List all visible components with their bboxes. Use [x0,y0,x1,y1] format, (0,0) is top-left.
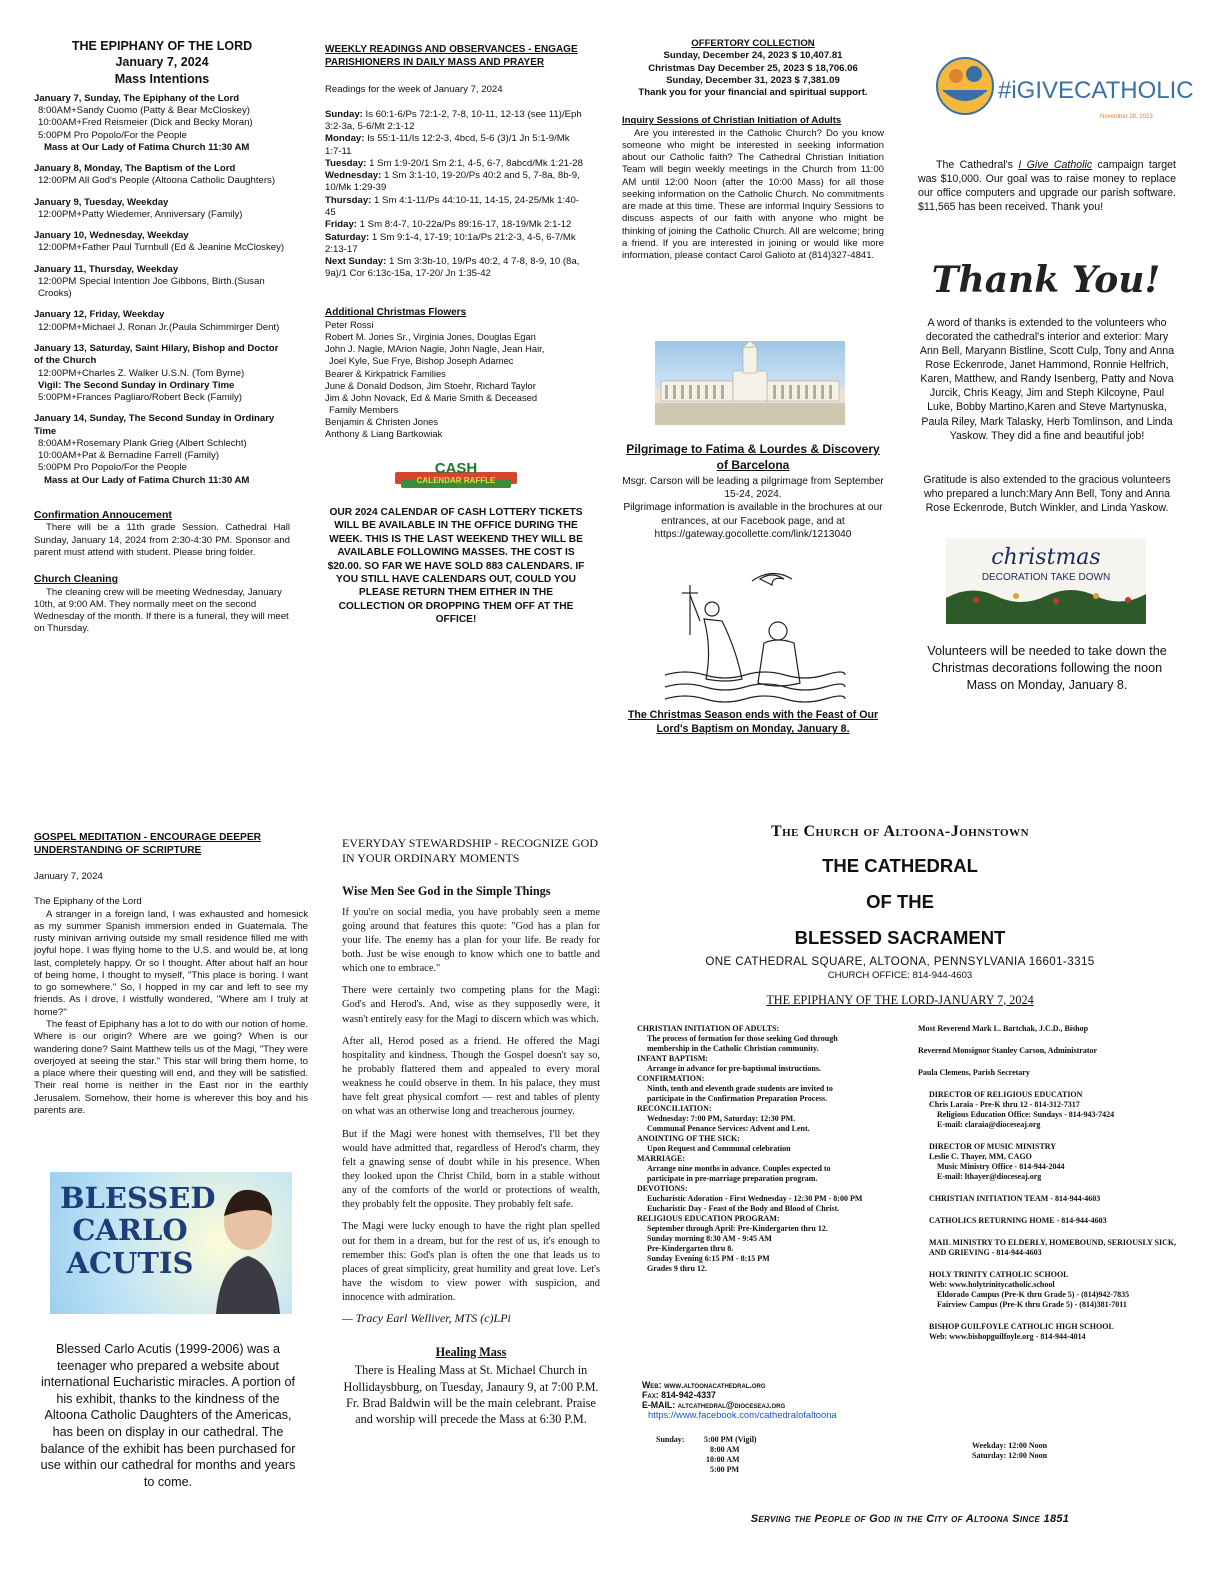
weekday-time: Weekday: 12:00 Noon [972,1441,1048,1450]
intention-block [34,93,290,154]
sacrament-detail: Eucharistic Day - Feast of the Body and Blood of Christ. [647,1204,840,1213]
staff-title: MAIL MINISTRY TO ELDERLY, HOMEBOUND, SERIOUSLY SICK, AND GRIEVING - 814-944-4603 [929,1238,1177,1257]
pilgrimage-link[interactable]: https://gateway.gocollette.com/link/1213040 [654,528,852,540]
offertory-column [622,38,884,263]
reading-line [325,133,587,158]
intention-block [34,343,290,404]
staff-detail: Web: www.bishopguilfoyle.org - 814-944-4014 [929,1332,1086,1341]
intention-heading: January 12, Friday, Weekday [34,309,165,321]
reading-day: Tuesday: [325,157,367,169]
flower-donor: Joel Kyle, Sue Frye, Bishop Joseph Adamec [329,355,514,367]
sunday-label: Sunday: [656,1435,685,1444]
svg-text:christmas: christmas [991,545,1101,570]
reading-text: Is 60:1-6/Ps 72:1-2, 7-8, 10-11, 12-13 (see 11)/Eph 3:2-3a, 5-6/Mt 2:1-12 [325,108,582,133]
carlo-image-line: CARLO [72,1213,188,1248]
flower-donor: John J. Nagle, MArion Nagle, John Nagle, Jean Hair, [325,343,545,355]
pilgrimage-line: Msgr. Carson will be leading a pilgrimage from September 15-24, 2024. [622,476,884,501]
cash-notice: OUR 2024 CALENDAR OF CASH LOTTERY TICKETS WILL BE AVAILABLE IN THE OFFICE DURING THE WEEK. THIS IS THE LAST WEEKEND THEY WILL BE AVAILABLE FOLLOWING MASSES. THE COST IS $20.00. SO FAR WE HAVE SOLD 883 CALENDARS. IF YOU STILL HAVE CALENDARS OUT, COULD YOU PLEASE RETURN THEM EITHER IN THE COLLECTION OR DROPPING THEM OFF AT THE OFFICE! [327,506,585,626]
flowers-list [325,319,587,439]
staff-detail: Fairview Campus (Pre-K thru Grade 5) - (814)381-7011 [937,1300,1127,1309]
intention-line: 12:00PM+Michael J. Ronan Jr.(Paula Schimmirger Dent) [38,321,280,333]
intention-line: 5:00PM+Frances Pagliaro/Robert Beck (Family) [38,392,242,404]
title-line: January 7, 2024 [115,55,209,70]
cleaning-notice [34,573,290,636]
intention-line: 12:00PM+Patty Wiedemer, Anniversary (Family) [38,208,243,220]
healing-heading: Healing Mass [435,1344,507,1359]
office-phone: CHURCH OFFICE: 814-944-4603 [827,970,973,982]
stewardship-heading: EVERYDAY STEWARDSHIP - RECOGNIZE GOD IN YOUR ORDINARY MOMENTS [342,836,599,865]
stewardship-title: Wise Men See God in the Simple Things [342,884,551,898]
sacrament-heading: DEVOTIONS: [637,1184,688,1193]
staff-detail: Web: www.holytrinitycatholic.school [929,1280,1055,1289]
offertory-heading: OFFERTORY COLLECTION [691,38,815,49]
thanks-text: A word of thanks is extended to the volunteers who decorated the cathedral's interior and exterior: Mary Ann Bell, Maryann Bistline, Scott Culp, Tony and Anna Rose Eckenrode, Janet Hammond, Ronnie Helfrich, Karen, Matthew, and Randy Isenberg, Patty and Nova Jurcik, Chris Keagy, Jim and Steph Kilcoyne, Paul Luke, Bobby Martino,Karen and Steve Martynuska, Paula Riley, Mark Talasky, Herb Tomlinson, and Linda Yaskow. They did a fine and beautiful job! [919,317,1175,442]
staff-detail: Music Ministry Office - 814-944-2044 [937,1162,1065,1171]
inquiry-heading: Inquiry Sessions of Christian Initiation of Adults [622,115,842,127]
reading-day: Next Sunday: [325,256,387,268]
reading-day: Saturday: [325,231,370,243]
intention-line: 5:00PM Pro Popolo/For the People [38,462,187,474]
sacrament-detail: Communal Penance Services: Advent and Lent. [647,1124,810,1133]
pilgrimage-line: Pilgrimage information is available in the brochures at our entrances, at our Facebook page, and at [623,502,883,527]
intention-heading: January 14, Sunday, The Second Sunday in Ordinary Time [34,413,275,437]
reading-line [325,195,587,220]
staff-title: CHRISTIAN INITIATION TEAM - 814-944-4603 [929,1194,1101,1203]
healing-text: There is Healing Mass at St. Michael Church in Hollidaysbburg, on Tuesday, Janaury 9, at 7:00 P.M. Fr. Brad Baldwin will be the main celebrant. Praise and worship will precede the Mass at 6:30 P.M. [343,1363,599,1427]
intention-heading: January 9, Tuesday, Weekday [34,196,169,208]
sacrament-detail: Ninth, tenth and eleventh grade students are invited to [647,1084,833,1093]
readings-heading: WEEKLY READINGS AND OBSERVANCES - ENGAGE PARISHIONERS IN DAILY MASS AND PRAYER [325,44,578,68]
stewardship-paragraph: But if the Magi were honest with themselves, I'll bet they would have admitted that, regardless of Herod's charm, they felt a gnawing sense of doubt while in his presence. When they looked upon the Christ Child, born in a stable without any of the comforts of the world or protections of wealth, they probably felt the opposite. They probably felt safe. [342,1128,600,1211]
flower-donor: Bearer & Kirkpatrick Families [325,367,446,379]
sacrament-heading: ANOINTING OF THE SICK: [637,1134,740,1143]
svg-text:#iGIVECATHOLIC: #iGIVECATHOLIC [998,77,1194,104]
footer-tagline: Serving the People of God in the City of Altoona Since 1851 [750,1513,1070,1525]
staff-entry [918,1142,1178,1182]
fatima-basilica-photo [655,341,845,425]
intention-block [34,197,290,222]
confirmation-text: There will be a 11th grade Session. Cathedral Hall Sunday, January 14, 2024 from 2:30-4:30 PM. Sponsor and parent must attend with student. Please bring folder. [34,522,290,558]
reading-text: 1 Sm 3:1-10, 19-20/Ps 40:2 and 5, 7-8a, 8b-9, 10/Mk 1:29-39 [325,170,580,194]
staff-detail: Religious Education Office: Sundays - 814-943-7424 [937,1110,1115,1119]
staff-entry [918,1068,1178,1078]
sacrament-detail: Eucharistic Adoration - First Wednesday - 12:30 PM - 8:00 PM [647,1194,863,1203]
svg-text:CALENDAR RAFFLE: CALENDAR RAFFLE [416,475,496,485]
reading-day: Thursday: [325,194,372,206]
title-line: THE EPIPHANY OF THE LORD [71,39,253,53]
diocese-name: The Church of Altoona-Johnstown [770,823,1030,840]
volunteers-text: Volunteers will be needed to take down the Christmas decorations following the noon Mass on Monday, January 8. [927,644,1167,692]
offertory-line: Christmas Day December 25, 2023 $ 18,706.06 [648,62,858,74]
mass-time: 8:00 AM [710,1445,740,1454]
sacrament-heading: CHRISTIAN INITIATION OF ADULTS: [637,1024,780,1033]
stewardship-body [342,906,600,1306]
carlo-image-title [60,1181,216,1280]
intention-block [34,413,290,487]
sacrament-detail: The process of formation for those seeking God through [647,1034,838,1043]
sacrament-detail: Wednesday: 7:00 PM, Saturday: 12:30 PM. [647,1114,796,1123]
website-link[interactable]: Web: www.altoonacathedral.org [642,1380,766,1390]
reading-day: Wednesday: [325,170,382,182]
mass-time: 5:00 PM [710,1465,740,1474]
carlo-image-line: ACUTIS [66,1245,194,1280]
reading-line [325,232,587,257]
intention-line: 12:00PM+Father Paul Turnbull (Ed & Jeanine McCloskey) [38,242,285,254]
reading-text: 1 Sm 1:9-20/1 Sm 2:1, 4-5, 6-7, 8abcd/Mk 1:21-28 [366,157,583,169]
staff-entry [918,1024,1178,1034]
cathedral-name: BLESSED SACRAMENT [794,926,1006,948]
reading-day: Sunday: [325,108,363,120]
cathedral-name: THE CATHEDRAL [822,855,978,877]
gospel-heading: GOSPEL MEDITATION - ENCOURAGE DEEPER UNDERSTANDING OF SCRIPTURE [34,832,261,857]
intention-line: 12:00PM+Charles Z. Walker U.S.N. (Tom Byrne) [38,367,245,379]
igive-text-part: The Cathedral's [936,159,1019,171]
confirmation-notice [34,509,290,559]
weekday-mass-times [972,1441,1172,1461]
staff-entry [918,1046,1178,1056]
staff-title: BISHOP GUILFOYLE CATHOLIC HIGH SCHOOL [929,1322,1114,1331]
carlo-text: Blessed Carlo Acutis (1999-2006) was a teenager who prepared a website about international Eucharistic miracles. A portion of his exhibit, thanks to the kindness of the Altoona Catholic Daughters of the Americas, has been on display in our cathedral. The balance of the exhibit has been purchased for use within our cathedral for months and years to come. [40,1342,296,1489]
intention-note: Mass at Our Lady of Fatima Church 11:30 AM [44,474,250,486]
intention-line: 8:00AM+Rosemary Plank Grieg (Albert Schlecht) [38,437,247,449]
reading-text: 1 Sm 8:4-7, 10-22a/Ps 89:16-17, 18-19/Mk 2:1-12 [357,219,572,231]
staff-title: HOLY TRINITY CATHOLIC SCHOOL [929,1270,1069,1279]
igivecatholic-logo [930,54,1194,124]
intention-line: 12:00PM Special Intention Joe Gibbons, Birth.(Susan Crooks) [38,275,265,300]
cleaning-text: The cleaning crew will be meeting Wednesday, January 10th, at 9:00 AM. They normally meet on the second Wednesday of the month. If there is a funeral, they will meet on Thursday. [34,586,289,635]
sacrament-detail: September through April: Pre-Kindergarten thru 12. [647,1224,828,1233]
masthead [630,822,1170,1008]
pilgrimage-section [622,441,884,541]
reading-day: Friday: [325,219,357,231]
gratitude-text: Gratitude is also extended to the gracious volunteers who prepared a lunch:Mary Ann Bell, Tony and Anna Rose Eckenrode, Butch Winkler, and Linda Yaskow. [923,474,1171,515]
gospel-paragraph: A stranger in a foreign land, I was exhausted and homesick as my summer Spanish immersion ended in Guatemala. The rusty minivan arriving outside my small residence filled me with joyful hope. I was flying home to the U.S. and would be, at long last, completely happy. Or so I thought. After about half an hour of being home, I thought to myself, "This place is boring. I want to go somewhere." So, I hopped in my car and left to see my friends. As I drove, I wistfully wondered, "Where am I truly at home?" [34,908,308,1018]
sacrament-detail: Sunday Evening 6:15 PM - 8:15 PM [647,1254,770,1263]
intention-block [34,163,290,188]
svg-text:DECORATION TAKE DOWN: DECORATION TAKE DOWN [981,572,1111,583]
intention-heading: January 10, Wednesday, Weekday [34,230,189,242]
decoration-banner [946,538,1146,624]
intention-line: 10:00AM+Fred Reismeier (Dick and Becky Moran) [38,117,253,129]
feast-title: THE EPIPHANY OF THE LORD-JANUARY 7, 2024 [766,992,1034,1007]
sacraments-list [637,1024,887,1274]
address: ONE CATHEDRAL SQUARE, ALTOONA, PENNSYLVANIA 16601-3315 [705,955,1095,969]
sacrament-heading: MARRIAGE: [637,1154,685,1163]
carlo-image-line: BLESSED [60,1181,216,1215]
gospel-column [34,831,308,1117]
intention-line: 12:00PM All God's People (Altoona Catholic Daughters) [38,175,276,187]
cash-calendar-logo [391,458,521,492]
offertory-line: Sunday, December 31, 2023 $ 7,381.09 [666,74,840,86]
baptism-illustration [660,565,845,705]
carlo-acutis-image [50,1172,292,1314]
staff-entry [918,1322,1178,1342]
flower-donor: Anthony & Liang Bartkowiak [325,427,443,439]
mass-time: 10:00 AM [706,1455,740,1464]
reading-line [325,256,587,281]
reading-text: 1 Sm 3:3b-10, 19/Ps 40:2, 4 7-8, 8-9, 10 (8a, 9a)/1 Cor 6:13c-15a, 17-20/ Jn 1:35-42 [325,256,580,280]
reading-line [325,170,587,195]
stewardship-author: — Tracy Earl Welliver, MTS (c)LPi [342,1311,511,1326]
offertory-block [622,38,884,99]
stewardship-paragraph: If you're on social media, you have probably seen a meme going around that features this quote: "God has a plan for your life. The enemy has a plan for your life. Be ready for both. Just be wise enough to know which one to battle and which one to embrace." [342,906,600,975]
sacrament-detail: participate in pre-marriage preparation program. [647,1174,818,1183]
stewardship-paragraph: There were certainly two competing plans for the Magi: God's and Herod's. And, wise as they supposedly were, it wasn't entirely easy for the Magi to discern which was which. [342,985,600,1025]
readings-column [325,44,587,627]
staff-title: Most Reverend Mark L. Bartchak, J.C.D., Bishop [918,1024,1089,1033]
title-line: Mass Intentions [114,71,210,86]
igive-text-part: campaign target was $10,000. Our goal was to raise money to replace our office computers and upgrade our parish software. $11,565 has been received. Thank you! [918,159,1176,214]
reading-line [325,109,587,134]
inquiry-text: Are you interested in the Catholic Church? Do you know someone who might be interested in seeking information about our Catholic faith? The Cathedral Christian Initiation Team will begin weekly meetings in the Church from 11:00 AM until 12:00 Noon (after the 10:00 Mass) for all those seeking information on the Catholic Church. No commitments are made at this time. These are informal Inquiry Sessions to discuss aspects of our faith with anyone who might be thinking of joining the Catholic Church. All are welcome; bring a friend. If you are interested in joining or would like more information, please contact Carol Galioto at (814)327-4841. [622,127,884,262]
confirmation-heading: Confirmation Annoucement [34,508,172,521]
svg-text:November 28, 2023: November 28, 2023 [1100,114,1153,120]
staff-title: Reverend Monsignor Stanley Carson, Administrator [918,1046,1098,1055]
mass-intentions-column [34,38,290,636]
flowers-heading: Additional Christmas Flowers [325,306,467,318]
intention-heading: January 7, Sunday, The Epiphany of the Lord [34,92,240,104]
gospel-date: January 7, 2024 [34,871,103,883]
sacrament-detail: Arrange nine months in advance. Couples expected to [647,1164,831,1173]
sacrament-heading: CONFIRMATION: [637,1074,705,1083]
flower-donor: Peter Rossi [325,319,374,331]
staff-title: Paula Clemens, Parish Secretary [918,1068,1030,1077]
staff-entry [918,1238,1178,1258]
reading-day: Monday: [325,133,365,145]
facebook-link[interactable]: https://www.facebook.com/cathedralofaltoona [648,1409,837,1421]
sacrament-heading: RECONCILIATION: [637,1104,712,1113]
intention-line: 8:00AM+Sandy Cuomo (Patty & Bear McCloskey) [38,105,250,117]
flowers-section [325,307,587,440]
inquiry-section [622,115,884,262]
staff-entry [918,1194,1178,1204]
flower-donor: June & Donald Dodson, Jim Stoehr, Richard Taylor [325,379,536,391]
intention-heading: January 13, Saturday, Saint Hilary, Bishop and Doctor of the Church [34,343,279,367]
flower-donor: Benjamin & Christen Jones [325,415,439,427]
igive-campaign-name: I Give Catholic [1018,159,1093,171]
stewardship-paragraph: After all, Herod posed as a friend. He offered the Magi hospitality and kindness. Though the Gospel doesn't say so, he probably flattered them and appealed to every moral weakness he could observe in them. In his palace, they must have felt great physical comfort — rest and tables of plenty on what was an otherwise long and treacherous journey. [342,1035,600,1118]
reading-text: Is 55:1-11/Is 12:2-3, 4bcd, 5-6 (3)/1 Jn 5:1-9/Mk 1:7-11 [325,133,570,157]
intention-block [34,309,290,334]
sacrament-heading: INFANT BAPTISM: [637,1054,709,1063]
staff-detail: Leslie C. Thayer, MM, CAGO [929,1152,1032,1161]
intention-heading: January 8, Monday, The Baptism of the Lord [34,163,236,175]
reading-line [325,219,587,231]
intention-heading: January 11, Thursday, Weekday [34,263,179,275]
staff-title: DIRECTOR OF RELIGIOUS EDUCATION [929,1090,1083,1099]
sacrament-heading: RELIGIOUS EDUCATION PROGRAM: [637,1214,780,1223]
reading-line [325,158,587,170]
sacrament-detail: Arrange in advance for pre-baptismal instructions. [647,1064,821,1073]
fax-number: Fax: 814-942-4337 [642,1390,716,1401]
readings-list [325,109,587,281]
sacrament-detail: Sunday morning 8:30 AM - 9:45 AM [647,1234,772,1243]
staff-title: DIRECTOR OF MUSIC MINISTRY [929,1142,1057,1151]
vigil-heading: Vigil: The Second Sunday in Ordinary Time [38,379,235,391]
reading-text: 1 Sm 4:1-11/Ps 44:10-11, 14-15, 24-25/Mk 1:40-45 [325,194,580,218]
flower-donor: Family Members [329,403,399,415]
saturday-time: Saturday: 12:00 Noon [972,1451,1048,1460]
igive-text [918,158,1176,214]
staff-entry [918,1090,1178,1130]
intention-line: 5:00PM Pro Popolo/For the People [38,129,187,141]
staff-detail: Eldorado Campus (Pre-K thru Grade 5) - (814)942-7835 [937,1290,1130,1299]
cathedral-name: OF THE [866,891,934,913]
gospel-subtitle: The Epiphany of the Lord [34,896,142,908]
flower-donor: Jim & John Novack, Ed & Marie Smith & Deceased [325,391,538,403]
svg-text:Thank You!: Thank You! [931,259,1161,301]
staff-detail: E-mail: claraia@dioceseaj.org [937,1120,1041,1129]
staff-detail: E-mail: lthayer@dioceseaj.org [937,1172,1042,1181]
stewardship-paragraph: The Magi were lucky enough to have the right plan spelled out for them in a dream, but for the rest of us, it's enough to remember this: God's plan is often the one that leads us to places of great simplicity, great humility and great love. Let's have the wisdom to view power with suspicion, and innocence with admiration. [342,1221,600,1304]
pilgrimage-heading: Pilgrimage to Fatima & Lourdes & Discovery of Barcelona [626,442,880,473]
pilgrimage-text [622,475,884,540]
stewardship-column [342,836,600,1428]
svg-text:CASH: CASH [434,459,478,477]
intention-block [34,230,290,255]
cleaning-heading: Church Cleaning [34,573,119,586]
reading-text: 1 Sm 9:1-4, 17-19; 10:1a/Ps 21:2-3, 4-5, 6-7/Mk 2:13-17 [325,231,576,255]
sacrament-detail: Pre-Kindergarten thru 8. [647,1244,734,1253]
gospel-paragraph: The feast of Epiphany has a lot to do with our notion of home. Where is our origin? Where are we going? When is our wandering done? Saint Matthew tells us of the Magi, "They were overjoyed at seeing the star." This star will bring them home, to a place where their questing will end, and they will be satisfied. Their real home is neither in the East nor in the earthly Jerusalem. Somehow, their home is wherever this boy and his parents are. [34,1019,308,1116]
carlo-portrait [210,1186,286,1314]
sacrament-detail: Upon Request and Communal celebration [647,1144,791,1153]
staff-detail: Chris Laraia - Pre-K thru 12 - 814-312-7317 [929,1100,1080,1109]
mass-time: 5:00 PM (Vigil) [704,1435,757,1444]
offertory-line: Thank you for your financial and spiritual support. [638,87,868,99]
intentions-list [34,93,290,487]
staff-entry [918,1270,1178,1310]
staff-directory [918,1024,1178,1354]
flower-donor: Robert M. Jones Sr., Virginia Jones, Douglas Egan [325,331,536,343]
sacrament-detail: membership in the Catholic Christian community. [647,1044,819,1053]
thank-you-script [930,252,1162,302]
readings-intro: Readings for the week of January 7, 2024 [325,83,503,95]
sacrament-detail: Grades 9 thru 12. [647,1264,707,1273]
contact-info [642,1380,882,1421]
intention-note: Mass at Our Lady of Fatima Church 11:30 AM [44,141,250,153]
staff-entry [918,1216,1178,1226]
offertory-line: Sunday, December 24, 2023 $ 10,407.81 [663,50,843,62]
sacrament-detail: participate in the Confirmation Preparation Process. [647,1094,828,1103]
email-link[interactable]: E-MAIL: altcathedral@dioceseaj.org [642,1400,786,1411]
intention-block [34,264,290,301]
intention-line: 10:00AM+Pat & Bernadine Farrell (Family) [38,450,220,462]
sunday-mass-times [656,1435,856,1475]
baptism-caption: The Christmas Season ends with the Feast of Our Lord's Baptism on Monday, January 8. [627,709,879,736]
staff-title: CATHOLICS RETURNING HOME - 814-944-4603 [929,1216,1107,1225]
page-title [34,38,290,87]
